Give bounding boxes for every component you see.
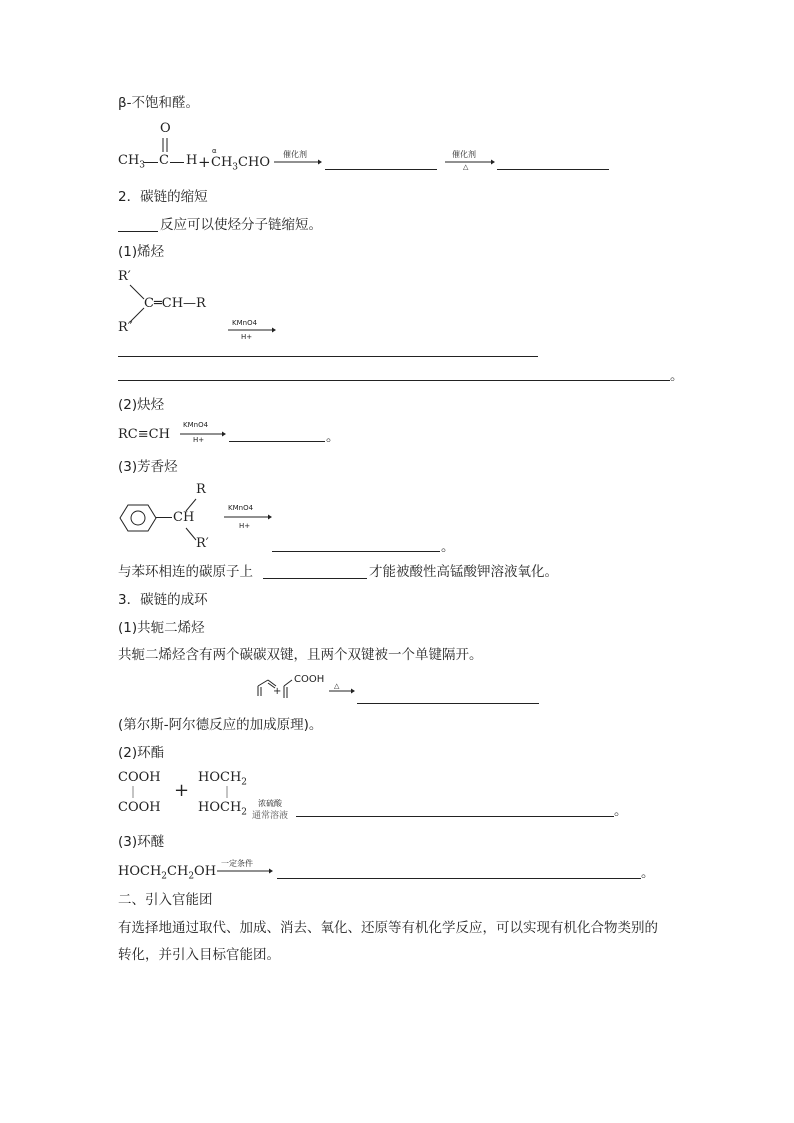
diene-desc: 共轭二烯烃含有两个碳碳双键，且两个双键被一个单键隔开。 — [118, 647, 483, 663]
aldol-arrow-2 — [445, 158, 495, 166]
ester-blank[interactable] — [296, 816, 614, 817]
aromatic-period: 。 — [441, 539, 455, 555]
ester-cond-2: 通常溶液 — [252, 811, 289, 821]
aldol-reagent: $CH_3CHO$ — [211, 155, 270, 173]
aldol-blank-2[interactable] — [497, 169, 609, 170]
ester-bond-glycol — [226, 786, 230, 800]
section2-intro: 反应可以使烃分子链缩短。 — [160, 217, 322, 233]
alkene-kmno4: KMnO4 — [232, 319, 258, 327]
aldol-heat: △ — [463, 163, 469, 171]
diels-note: (第尔斯-阿尔德反应的加成原理)。 — [118, 717, 323, 733]
ester-plus: + — [174, 780, 190, 801]
ether-reactant: $HOCH_2CH_2OH$ — [118, 864, 217, 882]
aromatic-h: H+ — [239, 522, 251, 530]
alkyne-h: H+ — [193, 436, 205, 444]
part2-heading: 二、引入官能团 — [118, 892, 213, 908]
aldol-cond-2: 催化剂 — [452, 150, 476, 159]
ester-cond: 浓硫酸 — [258, 799, 282, 808]
aromatic-ch: CH — [173, 510, 195, 525]
alpha-label: α — [212, 147, 217, 155]
acrylic-acid-icon — [281, 678, 295, 700]
alkyne-kmno4: KMnO4 — [183, 421, 209, 429]
part2-para-1: 有选择地通过取代、加成、消去、氧化、还原等有机化学反应，可以实现有机化合物类别的 — [118, 920, 658, 936]
alkene-period: 。 — [670, 368, 684, 384]
aromatic-blank[interactable] — [272, 551, 440, 552]
diene-cooh: COOH — [294, 674, 325, 685]
ether-period: 。 — [641, 865, 655, 881]
aldol-reactant: $CH_3$ — [118, 153, 146, 171]
alkene-label: (1)烯烃 — [118, 244, 165, 260]
benzene-ring-icon — [118, 503, 158, 533]
aromatic-note-blank[interactable] — [263, 578, 367, 579]
diene-blank[interactable] — [357, 703, 539, 704]
aromatic-r2: R′ — [196, 536, 209, 551]
aromatic-note-post: 才能被酸性高锰酸钾溶液氧化。 — [369, 564, 558, 580]
aromatic-label: (3)芳香烃 — [118, 459, 178, 475]
alkene-r1: R′ — [118, 269, 131, 284]
alkene-blank-2[interactable] — [118, 380, 670, 381]
ether-blank[interactable] — [277, 878, 641, 879]
alkene-r2: R″ — [118, 320, 133, 335]
alkene-h: H+ — [241, 333, 253, 341]
ester-label: (2)环酯 — [118, 745, 165, 761]
ester-period: 。 — [614, 803, 628, 819]
aldol-arrow-1 — [274, 158, 322, 166]
diene-heat: △ — [334, 682, 340, 690]
aldol-blank-1[interactable] — [325, 169, 437, 170]
alkyne-formula: RC≡CH — [118, 427, 170, 442]
alkene-core: C═CH—R — [144, 296, 206, 311]
diene-label: (1)共轭二烯烃 — [118, 620, 205, 636]
ester-bond-acid — [132, 786, 136, 800]
ester-cooh-2: COOH — [118, 800, 161, 815]
aromatic-bond — [156, 517, 174, 519]
intro-line: β-不饱和醛。 — [118, 95, 199, 111]
ether-arrow — [217, 867, 273, 875]
alkene-blank-1[interactable] — [118, 356, 538, 357]
shorten-blank[interactable] — [118, 231, 158, 232]
aldol-o: O — [160, 121, 171, 136]
alkyne-blank[interactable] — [229, 441, 325, 442]
aldol-bond-1 — [144, 162, 158, 164]
ether-cond: 一定条件 — [221, 859, 253, 868]
aromatic-r: R — [196, 482, 206, 497]
section2-heading: 2．碳链的缩短 — [118, 189, 208, 205]
diene-arrow — [329, 687, 355, 695]
ester-hoch2-2: $HOCH_2$ — [198, 800, 248, 818]
part2-para-2: 转化，并引入目标官能团。 — [118, 947, 280, 963]
aldol-bond-2 — [170, 162, 184, 164]
ether-label: (3)环醚 — [118, 834, 165, 850]
ester-hoch2-1: $HOCH_2$ — [198, 770, 248, 788]
aromatic-kmno4: KMnO4 — [228, 504, 254, 512]
alkyne-label: (2)炔烃 — [118, 397, 165, 413]
aldol-h: H — [186, 153, 198, 168]
section3-heading: 3．碳链的成环 — [118, 592, 208, 608]
diene-plus: + — [273, 686, 282, 697]
aldol-plus: + — [198, 153, 211, 171]
aromatic-note-pre: 与苯环相连的碳原子上 — [118, 564, 253, 580]
aldol-cond-1: 催化剂 — [283, 150, 307, 159]
aldol-carbon: C — [159, 153, 169, 168]
aromatic-arrow — [224, 513, 272, 521]
ester-cooh-1: COOH — [118, 770, 161, 785]
alkyne-period: 。 — [326, 429, 340, 445]
